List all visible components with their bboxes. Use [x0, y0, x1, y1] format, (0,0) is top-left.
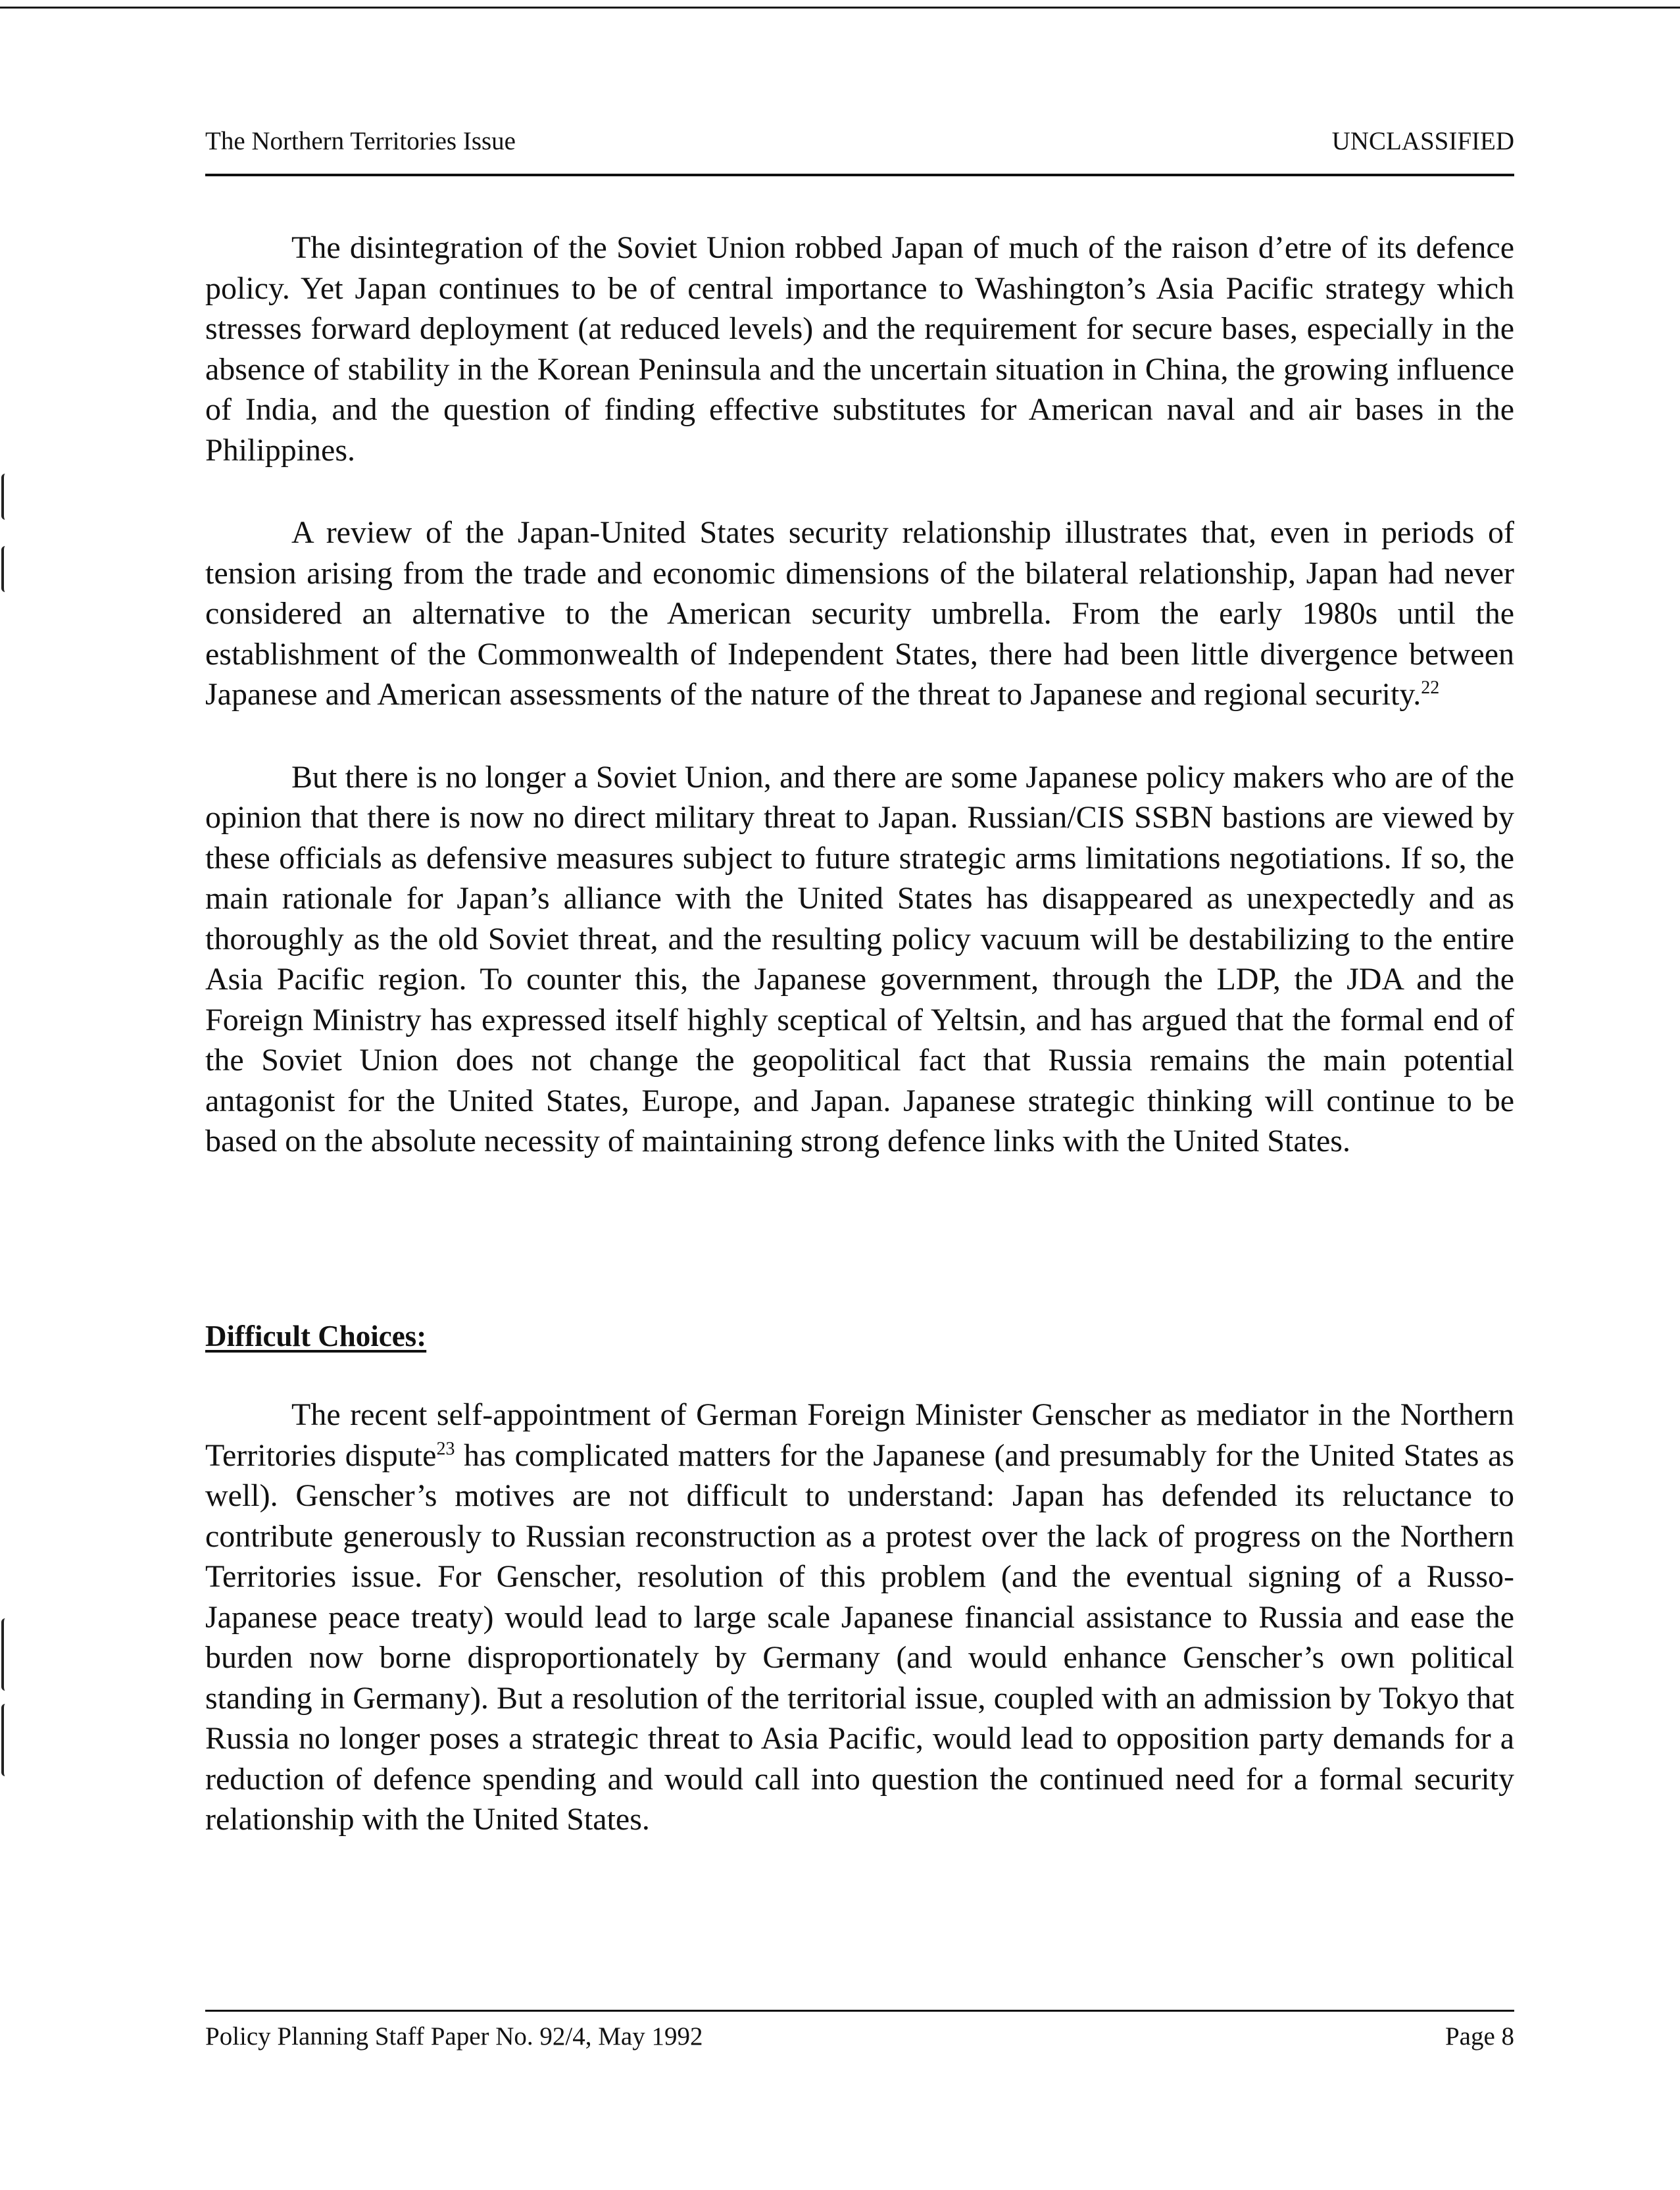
paragraph [205, 757, 1514, 1162]
paragraph [205, 1395, 1514, 1840]
paragraph [205, 228, 1514, 470]
paragraph-text: The recent self-appointment of German Foreign Minister Genscher as mediator in the Northern Territories dispute [205, 1397, 1514, 1473]
paragraph-text: has complicated matters for the Japanese (and presumably for the United States as well). Genscher’s motives are not difficult to understand: Japan has defended its reluctance to contribute generously to Russian reconstruction as a protest over the lack of progress on the Northern Territories issue. For Genscher, resolution of this problem (and the eventual signing of a Russo-Japanese peace treaty) would lead to large scale Japanese financial assistance to Russia and ease the burden now borne disproportionately by Germany (and would enhance Genscher’s own political standing in Germany). But a resolution of the territorial issue, coupled with an admission by Tokyo that Russia no longer poses a strategic threat to Asia Pacific, would lead to opposition party demands for a reduction of defence spending and would call into question the continued need for a formal security relationship with the United States. [205, 1437, 1515, 1837]
footnote-marker: 22 [1421, 678, 1440, 698]
section-body [205, 1395, 1514, 1840]
document-page [205, 0, 1514, 2190]
margin-bracket-mark [1, 1704, 9, 1776]
section-heading: Difficult Choices: [205, 1320, 427, 1353]
page-header [205, 126, 1514, 163]
header-title: The Northern Territories Issue [205, 127, 516, 155]
footer-citation: Policy Planning Staff Paper No. 92/4, May 1992 [205, 2022, 703, 2051]
margin-bracket-mark [1, 1618, 9, 1691]
paragraph [205, 512, 1514, 715]
page-number: Page 8 [1445, 2022, 1514, 2051]
footer-rule [205, 2010, 1514, 2012]
body-text [205, 228, 1514, 1162]
margin-bracket-mark [1, 546, 9, 592]
paragraph-text: The disintegration of the Soviet Union robbed Japan of much of the raison d’etre of its defence policy. Yet Japan continues to be of central importance to Washington’s Asia Pacific strategy which stresses forward deployment (at reduced levels) and the requirement for secure bases, especially in the absence of stability in the Korean Peninsula and the uncertain situation in China, the growing influence of India, and the question of finding effective substitutes for American naval and air bases in the Philippines. [205, 230, 1514, 468]
paragraph-text: A review of the Japan-United States security relationship illustrates that, even in periods of tension arising from the trade and economic dimensions of the bilateral relationship, Japan had never considered an alternative to the American security umbrella. From the early 1980s until the establishment of the Commonwealth of Independent States, there had been little divergence between Japanese and American assessments of the nature of the threat to Japanese and regional security. [205, 515, 1514, 712]
page-footer [205, 2022, 1514, 2058]
margin-bracket-mark [1, 474, 9, 520]
footnote-marker: 23 [436, 1438, 455, 1459]
classification-label: UNCLASSIFIED [1331, 127, 1514, 155]
header-rule [205, 174, 1514, 176]
paragraph-text: But there is no longer a Soviet Union, and there are some Japanese policy makers who are of the opinion that there is now no direct military threat to Japan. Russian/CIS SSBN bastions are viewed by these officials as defensive measures subject to future strategic arms limitations negotiations. If so, the main rationale for Japan’s alliance with the United States has disappeared as unexpectedly and as thoroughly as the old Soviet threat, and the resulting policy vacuum will be destabilizing to the entire Asia Pacific region. To counter this, the Japanese government, through the LDP, the JDA and the Foreign Ministry has expressed itself highly sceptical of Yeltsin, and has argued that the formal end of the Soviet Union does not change the geopolitical fact that Russia remains the main potential antagonist for the United States, Europe, and Japan. Japanese strategic thinking will continue to be based on the absolute necessity of maintaining strong defence links with the United States. [205, 759, 1514, 1158]
